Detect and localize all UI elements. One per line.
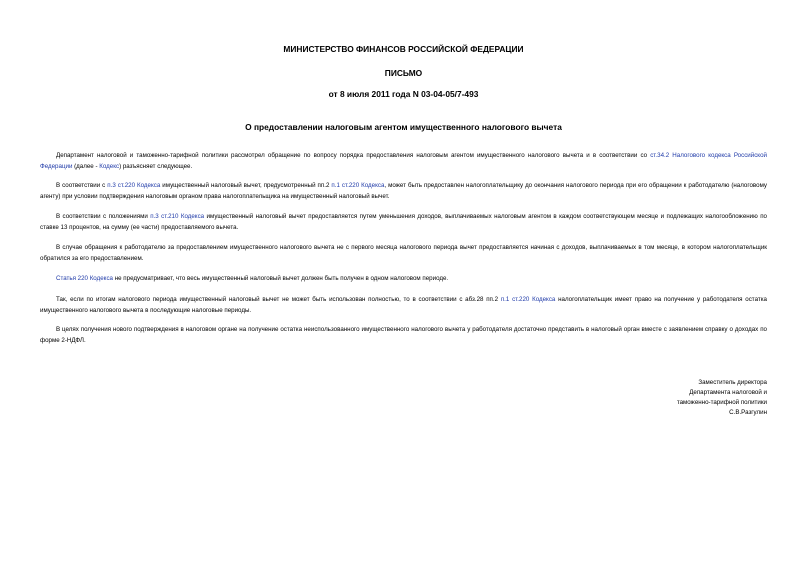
paragraph-1-text-a: Департамент налоговой и таможенно-тарифной политики рассмотрел обращение по вопросу порядка предоставления налоговым агентом имущественного налогового вычета и в соответствии со: [56, 152, 651, 159]
paragraph-3-text-b: имущественный налоговый вычет предоставляется путем уменьшения доходов, выплачиваемых налоговым агентом в каждом соответствующем месяце и подлежащих налогообложению по ставке 13 процентов, на сумму (ее части) предоставляемого вычета.: [40, 213, 767, 231]
subject-heading: О предоставлении налоговым агентом имущественного налогового вычета: [245, 122, 562, 132]
signature-position: Заместитель директора: [698, 379, 767, 386]
paragraph-1: [40, 151, 767, 172]
paragraph-4: [40, 243, 767, 264]
signature-department-cont: таможенно-тарифной политики: [676, 399, 767, 406]
paragraph-6-text-b: налогоплательщик имеет право на получение у работодателя остатка имущественного налогового вычета в последующие налоговые периоды.: [40, 296, 768, 314]
paragraph-2-text-c: , может быть предоставлен налогоплательщику до окончания налогового периода при его обращении к работодателю (налоговому агенту) при условии подтверждения налоговым органом права налогоплательщика на имущественный налоговый вычет.: [40, 182, 768, 200]
paragraph-5-text: не предусматривает, что весь имущественный налоговый вычет должен быть получен в одном налоговом периоде.: [112, 275, 449, 282]
paragraph-3: [40, 212, 767, 233]
link-p3-art210[interactable]: п.3 ст.210 Кодекса: [150, 213, 205, 220]
paragraph-2-text-b: имущественный налоговый вычет, предусмотренный пп.2: [160, 182, 332, 189]
link-article-34-2-tax-code[interactable]: ст.34.2 Налогового кодекса Российской Федерации: [40, 152, 767, 170]
paragraph-2-text-a: В соответствии с: [56, 182, 108, 189]
paragraph-6: [40, 295, 767, 316]
paragraph-4-text: В случае обращения к работодателю за предоставлением имущественного налогового вычета не с первого месяца налогового периода вычет предоставляется начиная с доходов, выплачиваемых в том месяце, в котором налогоплательщик обратился за его предоставлением.: [40, 244, 767, 262]
paragraph-5: [40, 274, 767, 285]
link-code[interactable]: Кодекс: [99, 162, 120, 170]
document-type-heading: ПИСЬМО: [384, 68, 423, 78]
link-p1-art220-second[interactable]: п.1 ст.220 Кодекса: [500, 296, 556, 303]
date-number-heading: от 8 июля 2011 года N 03-04-05/7-493: [328, 89, 479, 99]
paragraph-2: [40, 181, 767, 202]
signature-block: [677, 378, 767, 418]
link-p1-art220[interactable]: п.1 ст.220 Кодекса: [331, 182, 385, 189]
link-article-220[interactable]: Статья 220 Кодекса: [56, 275, 113, 282]
paragraph-1-text-c: ) разъясняет следующее.: [119, 162, 193, 170]
paragraph-7: [40, 325, 767, 346]
ministry-heading: МИНИСТЕРСТВО ФИНАНСОВ РОССИЙСКОЙ ФЕДЕРАЦИИ: [283, 44, 524, 54]
signature-department: Департамента налоговой и: [689, 389, 767, 396]
paragraph-6-text-a: Так, если по итогам налогового периода имущественный налоговый вычет не может быть использован полностью, то в соответствии с абз.28 пп.2: [56, 296, 501, 303]
link-p3-art220[interactable]: п.3 ст.220 Кодекса: [107, 182, 161, 189]
paragraph-7-text: В целях получения нового подтверждения в налоговом органе на получение остатка неиспользованного имущественного налогового вычета у работодателя достаточно представить в налоговый орган вместе с заявлением справку о доходах по форме 2-НДФЛ.: [40, 326, 767, 344]
paragraph-1-text-b: (далее -: [72, 162, 100, 170]
signature-name: С.В.Разгулин: [729, 409, 767, 416]
paragraph-3-text-a: В соответствии с положениями: [56, 213, 151, 220]
